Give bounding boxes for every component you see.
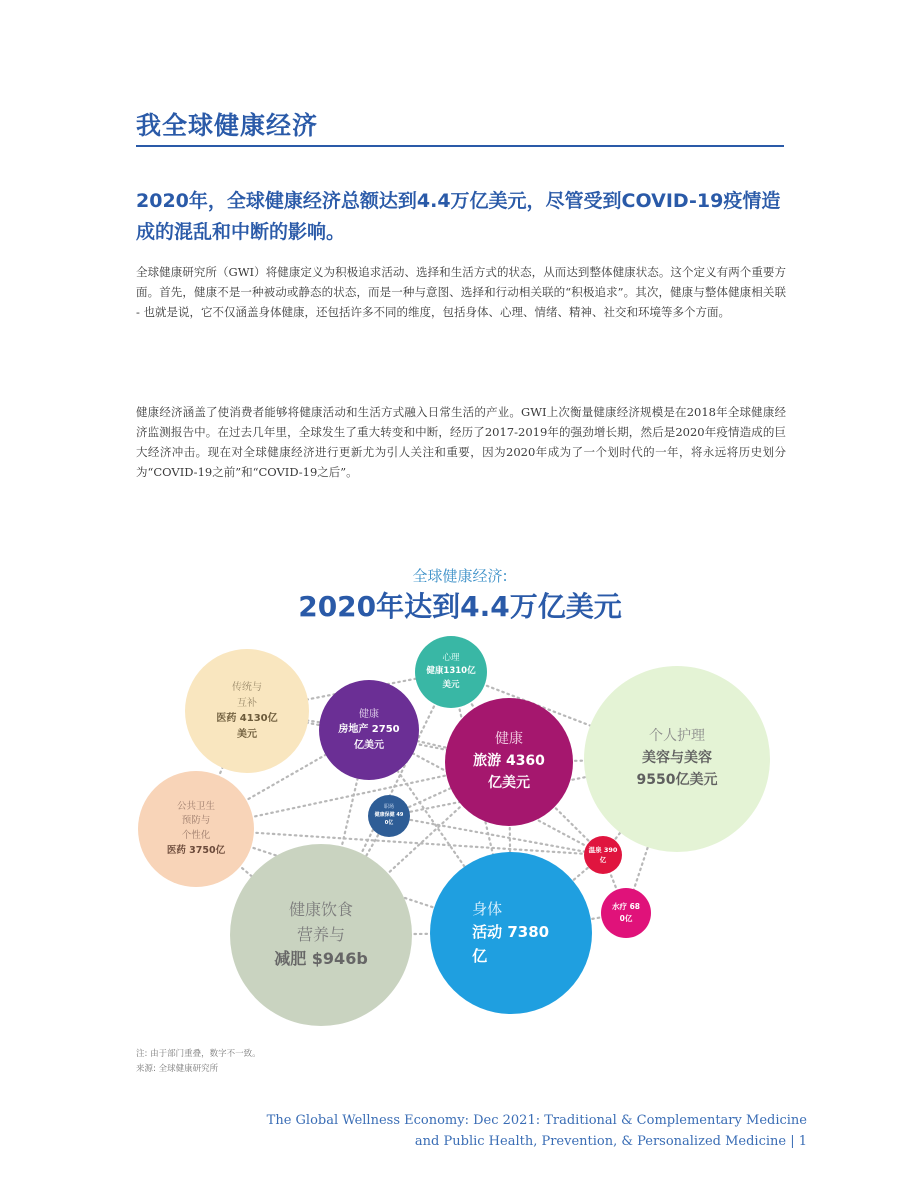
bubble-nutrition [230, 844, 412, 1026]
bubble-value: 水疗 68 [611, 902, 641, 912]
headline: 2020年，全球健康经济总额达到4.4万亿美元，尽管受到COVID-19疫情造成的混乱和中断的影响。 [136, 190, 781, 243]
bubble-label: 传统与 [232, 682, 262, 693]
bubble-value: 亿 [599, 856, 607, 864]
chart-title: 2020年达到4.4万亿美元 [298, 590, 622, 623]
bubble-physical [430, 852, 592, 1014]
bubble-personal-care [584, 666, 770, 852]
bubble-traditional [185, 649, 309, 773]
paragraph-economy: 健康经济涵盖了使消费者能够将健康活动和生活方式融入日常生活的产业。GWI上次衡量健康经济规模是在2018年全球健康经济监测报告中。在过去几年里，全球发生了重大转变和中断，经历了2017-2019年的强劲增长期，然后是2020年疫情造成的巨大经济冲击。现在对全球健康经济进行更新尤为引人关注和重要，因为2020年成为了一个划时代的一年，将永远将历史划分为“COVID-19之前”和“COVID-19之后”。 [136, 405, 786, 479]
bubble-value: 美元 [237, 728, 257, 740]
bubble-value: 美容与美容 [642, 750, 712, 767]
bubble-label: 营养与 [296, 924, 345, 944]
footer-line-1: The Global Wellness Economy: Dec 2021: Traditional & Complementary Medicine [266, 1113, 807, 1128]
bubble-label: 心理 [442, 653, 460, 664]
section-title: 我全球健康经济 [136, 111, 319, 140]
chart-source: 来源: 全球健康研究所 [136, 1064, 219, 1074]
bubble-value: 0亿 [619, 914, 633, 923]
bubble-public-health [138, 771, 254, 887]
bubble-label: 公共卫生 [176, 800, 215, 812]
bubble-value: 减肥 $946b [274, 949, 368, 969]
bubble-label: 健康饮食 [288, 899, 353, 919]
bubble-value: 活动 7380 [472, 923, 550, 942]
bubble-value: 0亿 [384, 819, 394, 826]
bubble-springs [584, 836, 622, 874]
paragraph-definition: 全球健康研究所（GWI）将健康定义为积极追求活动、选择和生活方式的状态，从而达到整体健康状态。这个定义有两个重要方面。首先，健康不是一种被动或静态的状态，而是一种与意图、选择和行动相关联的“积极追求”。其次，健康与整体健康相关联 - 也就是说，它不仅涵盖身体健康，还包括许多不同的维度，包括身体、心理、情绪、精神、社交和环境等多个方面。 [136, 265, 786, 319]
bubble-tourism [445, 698, 573, 826]
bubble-label: 身体 [472, 900, 503, 919]
bubble-real-estate [319, 680, 419, 780]
bubble-value: 亿 [472, 946, 488, 965]
bubble-label: 个人护理 [649, 728, 705, 745]
bubble-value: 健康保健 49 [374, 812, 404, 819]
bubble-value: 医药 3750亿 [166, 844, 226, 856]
bubble-value: 旅游 4360 [473, 753, 545, 770]
bubble-value: 亿美元 [354, 739, 384, 751]
bubble-label: 职场 [383, 804, 394, 811]
bubble-value: 健康1310亿 [426, 666, 476, 677]
bubble-label: 个性化 [181, 830, 211, 841]
bubble-value: 美元 [442, 679, 460, 690]
bubble-mental [415, 636, 487, 708]
bubble-label: 预防与 [181, 815, 211, 827]
bubble-label: 互补 [237, 697, 257, 709]
bubble-value: 房地产 2750 [338, 724, 400, 736]
bubble-value: 亿美元 [488, 774, 530, 791]
bubble-label: 健康 [359, 708, 379, 720]
bubble-value: 温泉 390 [588, 845, 618, 854]
bubble-value: 9550亿美元 [636, 771, 718, 788]
bubble-workplace [368, 795, 410, 837]
chart-note: 注: 由于部门重叠，数字不一致。 [136, 1049, 261, 1059]
bubble-label: 健康 [495, 731, 523, 748]
footer-line-2: and Public Health, Prevention, & Personalized Medicine | 1 [414, 1134, 807, 1149]
bubble-spa [601, 888, 651, 938]
bubble-value: 医药 4130亿 [216, 713, 278, 724]
chart-subtitle: 全球健康经济: [412, 567, 508, 585]
